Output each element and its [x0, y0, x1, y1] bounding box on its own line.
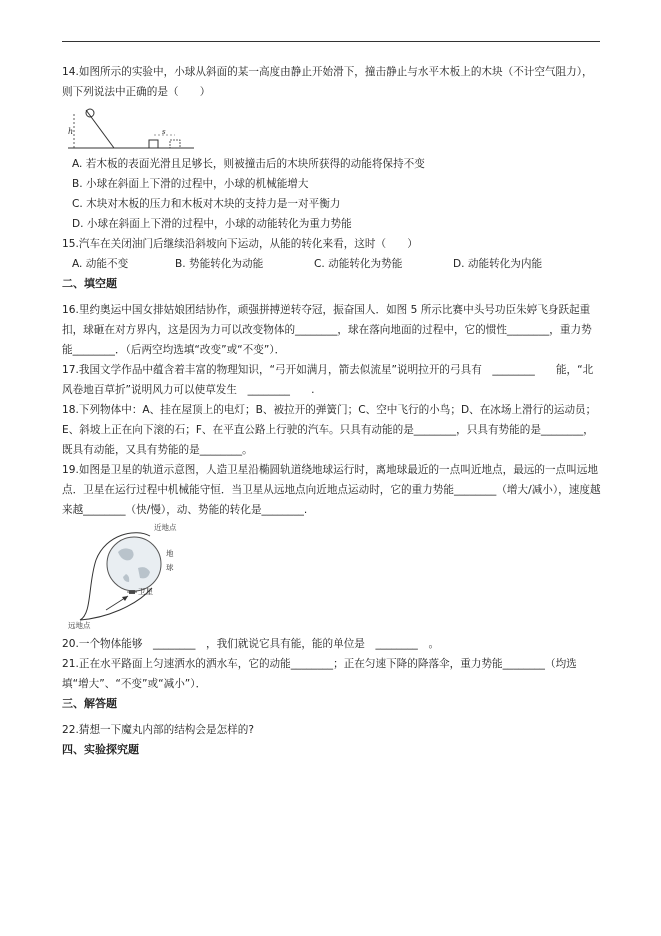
q14-option-d: D. 小球在斜面上下滑的过程中，小球的动能转化为重力势能	[72, 218, 352, 230]
q19-stem: 19.如图是卫星的轨道示意图，人造卫星沿椭圆轨道绕地球运行时，离地球最近的一点叫近地点，最远的一点叫远地点．卫星在运行过程中机械能守恒．当卫星从远地点向近地点运动时，它的重力势能________（增大/减小），速度越来越________（快/慢），动、势能的转化是________.	[62, 464, 601, 516]
q14-option-b: B. 小球在斜面上下滑的过程中，小球的机械能增大	[72, 178, 309, 190]
q15-options	[62, 254, 602, 274]
q14-option-a: A. 若木板的表面光滑且足够长，则被撞击后的木块所获得的动能将保持不变	[72, 158, 425, 170]
label-perigee: 近地点	[154, 523, 177, 532]
q22: 22.猜想一下魔丸内部的结构会是怎样的?	[62, 724, 254, 736]
q18: 18.下列物体中：A、挂在屋顶上的电灯；B、被拉开的弹簧门；C、空中飞行的小鸟；D、在冰场上滑行的运动员；E、斜坡上正在向下滚的石；F、在平直公路上行驶的汽车。只具有动能的是________，只具有势能的是________，既具有动能，又具有势能的是________。	[62, 404, 597, 456]
section-fill-in: 二、填空题	[62, 277, 117, 290]
label-earth-1: 地	[166, 549, 174, 558]
q14-stem: 14.如图所示的实验中，小球从斜面的某一高度由静止开始滑下，撞击静止与水平木板上的木块（不计空气阻力），则下列说法中正确的是（ ）	[62, 66, 593, 98]
label-apogee: 远地点	[68, 621, 91, 630]
q15-stem: 15.汽车在关闭油门后继续沿斜坡向下运动，从能的转化来看，这时（ ）	[62, 238, 418, 250]
q15-option-b: B. 势能转化为动能	[175, 258, 264, 270]
satellite-orbit-figure	[66, 522, 196, 630]
q17: 17.我国文学作品中蕴含着丰富的物理知识，“弓开如满月，箭去似流星”说明拉开的弓具有 ________ 能，“北风卷地百草折”说明风力可以使草发生 ________ .	[62, 364, 594, 396]
q15-option-a: A. 动能不变	[72, 258, 129, 270]
q14-option-c: C. 木块对木板的压力和木板对木块的支持力是一对平衡力	[72, 198, 341, 210]
label-satellite: 卫星	[138, 587, 153, 596]
section-answer: 三、解答题	[62, 697, 117, 710]
worksheet	[62, 62, 602, 760]
q16: 16.里约奥运中国女排姑娘团结协作，顽强拼搏逆转夺冠，振奋国人．如图 5 所示比赛中头号功臣朱婷飞身跃起重扣，球砸在对方界内，这是因为力可以改变物体的________，球在落向地面的过程中，它的惯性________，重力势能________．（后两空均选填“改变”或“不变”）．	[62, 304, 592, 356]
label-s: s	[162, 128, 166, 136]
q21: 21.正在水平路面上匀速洒水的洒水车，它的动能________；正在匀速下降的降落伞，重力势能________（均选填“增大”、“不变”或“减小”）．	[62, 658, 577, 690]
label-h: h	[68, 127, 74, 136]
q15-option-d: D. 动能转化为内能	[453, 258, 543, 270]
section-experiment: 四、实验探究题	[62, 743, 139, 756]
incline-figure	[66, 104, 196, 152]
label-earth-2: 球	[166, 563, 174, 572]
q20: 20.一个物体能够 ________ ，我们就说它具有能，能的单位是 ________ 。	[62, 638, 440, 650]
q15-option-c: C. 动能转化为势能	[314, 258, 403, 270]
header-rule	[62, 41, 600, 42]
